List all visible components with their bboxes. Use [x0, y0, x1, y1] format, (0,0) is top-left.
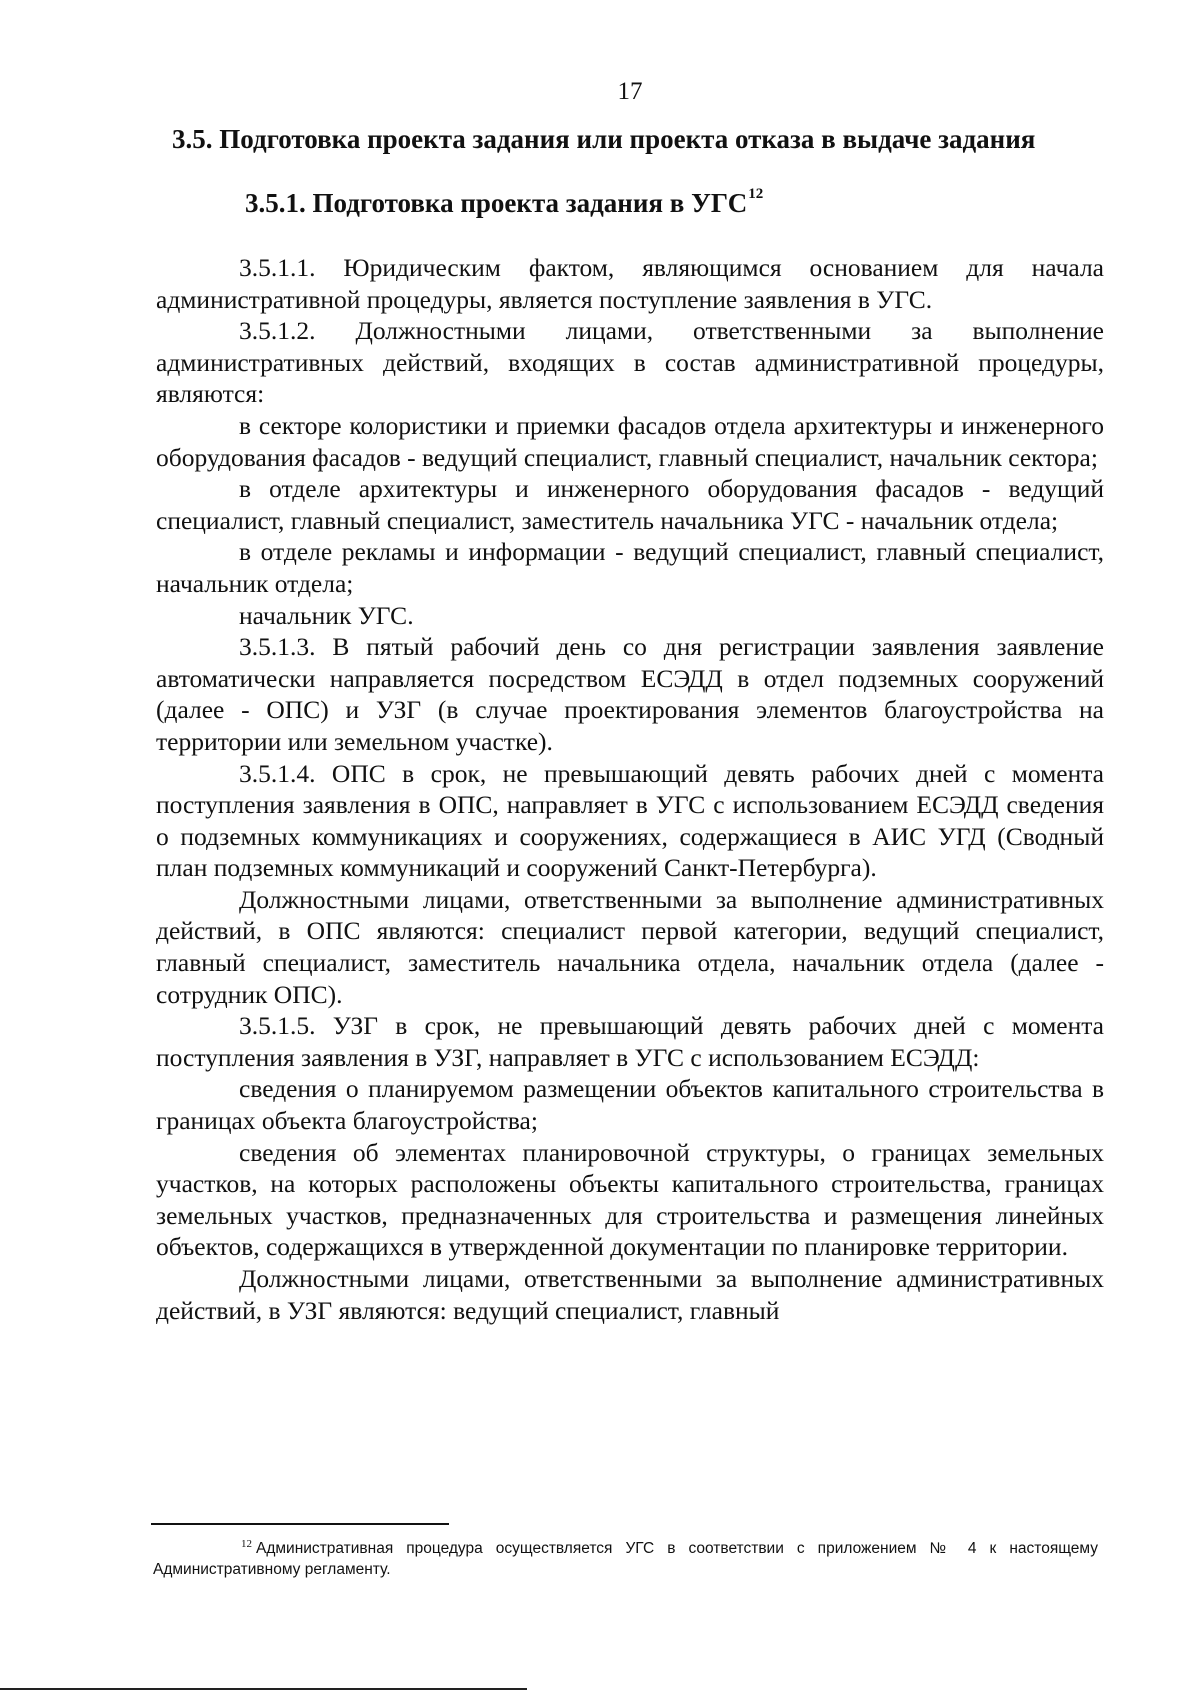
- scan-edge-line: [0, 1688, 527, 1690]
- paragraph-3-5-1-3: 3.5.1.3. В пятый рабочий день со дня регистрации заявления заявление автоматически направляется посредством ЕСЭДД в отдел подземных сооружений (далее - ОПС) и УЗГ (в случае проектирования элементов благоустройства на территории или земельном участке).: [156, 632, 1104, 756]
- paragraph-sector-coloristics: в секторе колористики и приемки фасадов отдела архитектуры и инженерного оборудования фасадов - ведущий специалист, главный специалист, начальник сектора;: [156, 410, 1104, 472]
- paragraph-head-ugs: начальник УГС.: [239, 600, 414, 630]
- paragraph-ops-officials: Должностными лицами, ответственными за выполнение административных действий, в ОПС являются: специалист первой категории, ведущий специалист, главный специалист, заместитель начальника отдела, начальник отдела (далее - сотрудник ОПС).: [156, 884, 1104, 1009]
- footnote-marker: 12: [241, 1538, 252, 1550]
- subsection-title-text: 3.5.1. Подготовка проекта задания в УГС: [245, 188, 748, 218]
- paragraph-3-5-1-5: 3.5.1.5. УЗГ в срок, не превышающий девять рабочих дней с момента поступления заявления в УЗГ, направляет в УГС с использованием ЕСЭДД:: [156, 1011, 1104, 1072]
- paragraph-advertising-dept: в отделе рекламы и информации - ведущий специалист, главный специалист, начальник отдела;: [156, 537, 1104, 598]
- footnote: [153, 1534, 1098, 1580]
- footnote-text: Административная процедура осуществляется УГС в соответствии с приложением № 4 к настоящему Административному регламенту.: [153, 1540, 1098, 1578]
- paragraph-planning-structure: сведения об элементах планировочной структуры, о границах земельных участков, на которых расположены объекты капитального строительства, границах земельных участков, предназначенных для строительства и размещения линейных объектов, содержащихся в утвержденной документации по планировке территории.: [156, 1137, 1104, 1262]
- subsection-title: [245, 186, 763, 219]
- section-title: 3.5. Подготовка проекта задания или проекта отказа в выдаче задания: [172, 124, 1036, 154]
- body-text: [156, 252, 1104, 1326]
- paragraph-architecture-dept: в отделе архитектуры и инженерного оборудования фасадов - ведущий специалист, главный специалист, заместитель начальника УГС - начальник отдела;: [156, 474, 1104, 535]
- paragraph-3-5-1-2: 3.5.1.2. Должностными лицами, ответственными за выполнение административных действий, входящих в состав административной процедуры, являются:: [156, 316, 1104, 409]
- page-number: 17: [617, 78, 643, 105]
- paragraph-planned-placement: сведения о планируемом размещении объектов капитального строительства в границах объекта благоустройства;: [156, 1074, 1104, 1136]
- paragraph-uzg-officials: Должностными лицами, ответственными за выполнение административных действий, в УЗГ являются: ведущий специалист, главный: [156, 1264, 1104, 1325]
- paragraph-3-5-1-1: 3.5.1.1. Юридическим фактом, являющимся основанием для начала административной процедуры, является поступление заявления в УГС.: [156, 253, 1104, 314]
- footnote-reference[interactable]: 12: [748, 186, 764, 202]
- footnote-separator: [151, 1523, 449, 1525]
- paragraph-3-5-1-4: 3.5.1.4. ОПС в срок, не превышающий девять рабочих дней с момента поступления заявления в ОПС, направляет в УГС с использованием ЕСЭДД сведения о подземных коммуникациях и сооружениях, содержащиеся в АИС УГД (Сводный план подземных коммуникаций и сооружений Санкт-Петербурга).: [156, 758, 1104, 883]
